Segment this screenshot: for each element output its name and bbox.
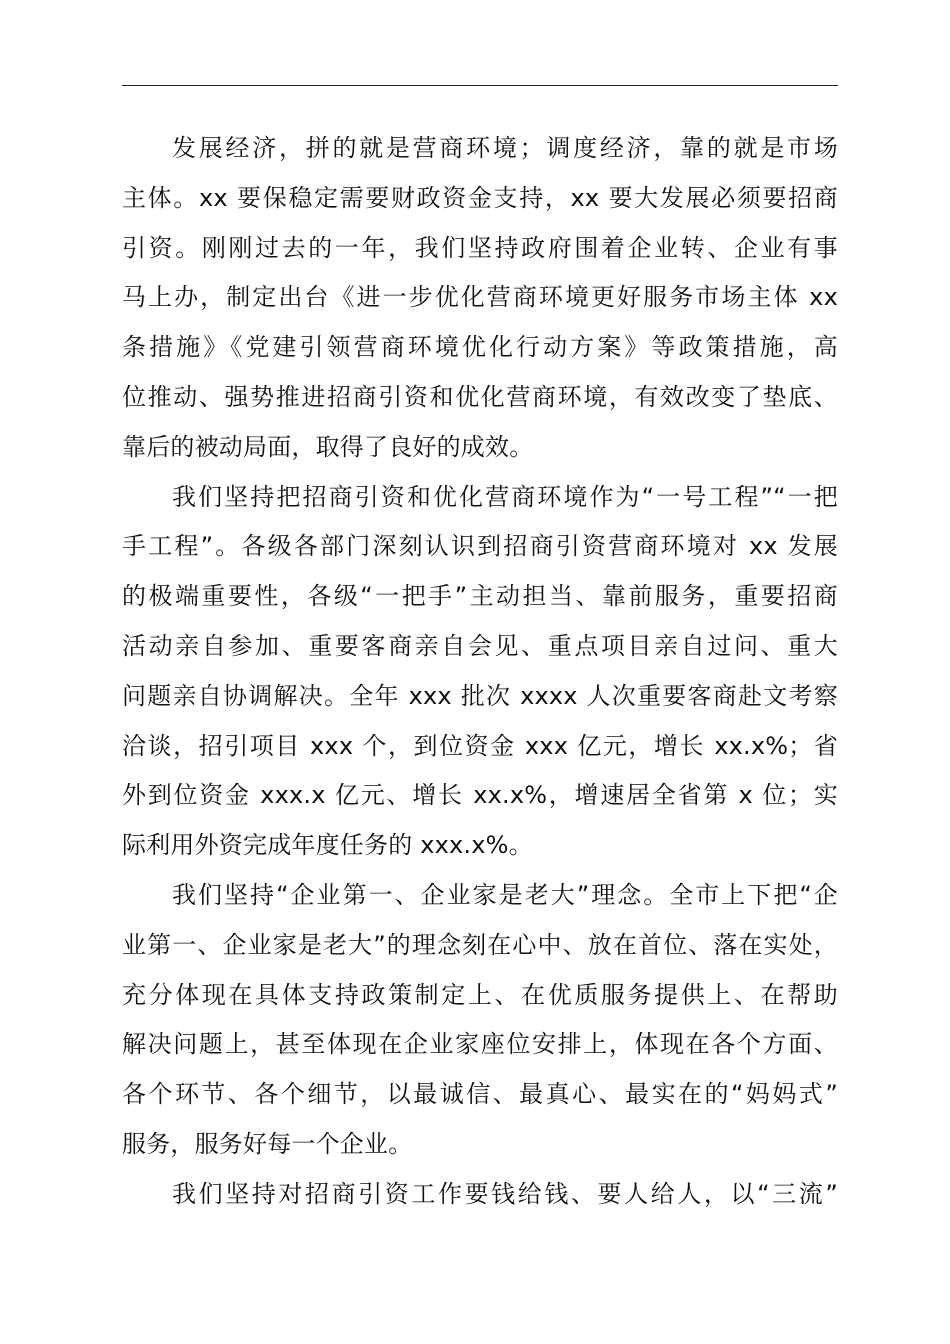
paragraph-line: 靠后的被动局面，取得了良好的成效。 bbox=[122, 432, 534, 461]
paragraph-line: 解决问题上，甚至体现在企业家座位安排上，体现在各个方面、 bbox=[122, 1030, 838, 1059]
paragraph-line: 洽谈，招引项目 xxx 个，到位资金 xxx 亿元，增长 xx.x%；省 bbox=[122, 731, 838, 760]
paragraph-line: 充分体现在具体支持政策制定上、在优质服务提供上、在帮助 bbox=[122, 980, 838, 1009]
paragraph-line: 外到位资金 xxx.x 亿元、增长 xx.x%，增速居全省第 x 位；实 bbox=[122, 781, 838, 810]
paragraph-line: 际利用外资完成年度任务的 xxx.x%。 bbox=[122, 831, 533, 860]
paragraph-line: 我们坚持把招商引资和优化营商环境作为“一号工程”“一把 bbox=[172, 482, 838, 511]
document-body bbox=[122, 124, 838, 1220]
paragraph-line: 各个环节、各个细节，以最诚信、最真心、最实在的“妈妈式” bbox=[122, 1080, 838, 1109]
paragraph-line: 业第一、企业家是老大”的理念刻在心中、放在首位、落在实处， bbox=[122, 930, 838, 959]
paragraph-3 bbox=[122, 871, 838, 1170]
paragraph-4 bbox=[122, 1170, 838, 1220]
paragraph-line: 条措施》《党建引领营商环境优化行动方案》等政策措施，高 bbox=[122, 333, 838, 362]
paragraph-line: 我们坚持对招商引资工作要钱给钱、要人给人，以“三流” bbox=[172, 1179, 838, 1208]
paragraph-line: 活动亲自参加、重要客商亲自会见、重点项目亲自过问、重大 bbox=[122, 631, 838, 660]
paragraph-line: 马上办，制定出台《进一步优化营商环境更好服务市场主体 xx bbox=[122, 283, 838, 312]
paragraph-line: 主体。xx 要保稳定需要财政资金支持，xx 要大发展必须要招商 bbox=[122, 183, 838, 212]
paragraph-2 bbox=[122, 473, 838, 871]
paragraph-line: 引资。刚刚过去的一年，我们坚持政府围着企业转、企业有事 bbox=[122, 233, 838, 262]
paragraph-line: 位推动、强势推进招商引资和优化营商环境，有效改变了垫底、 bbox=[122, 382, 838, 411]
paragraph-1 bbox=[122, 124, 838, 473]
paragraph-line: 我们坚持“企业第一、企业家是老大”理念。全市上下把“企 bbox=[172, 880, 838, 909]
paragraph-line: 手工程”。各级各部门深刻认识到招商引资营商环境对 xx 发展 bbox=[122, 532, 838, 561]
header-rule bbox=[122, 85, 838, 86]
paragraph-line: 服务，服务好每一个企业。 bbox=[122, 1129, 413, 1158]
paragraph-line: 问题亲自协调解决。全年 xxx 批次 xxxx 人次重要客商赴文考察 bbox=[122, 681, 838, 710]
paragraph-line: 的极端重要性，各级“一把手”主动担当、靠前服务，重要招商 bbox=[122, 582, 838, 611]
paragraph-line: 发展经济，拼的就是营商环境；调度经济，靠的就是市场 bbox=[172, 134, 838, 162]
